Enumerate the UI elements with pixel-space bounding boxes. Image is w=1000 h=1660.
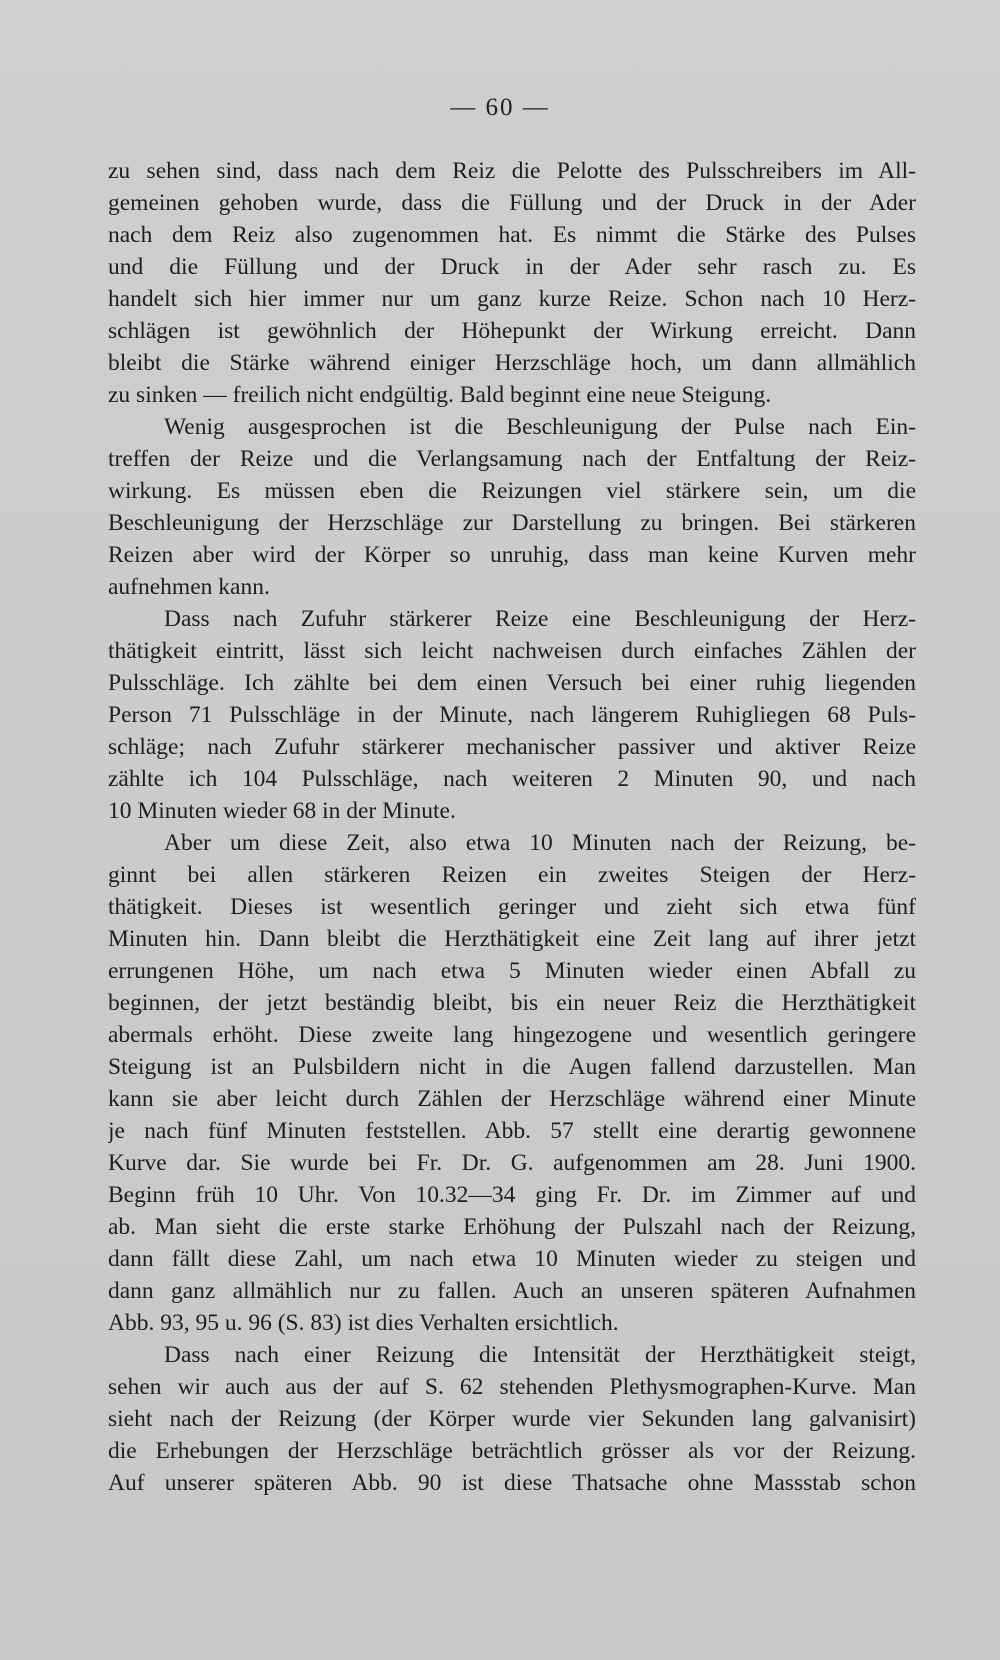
text-line: kann sie aber leicht durch Zählen der Herzschläge während einer Minute xyxy=(108,1086,916,1112)
text-line: Auf unserer späteren Abb. 90 ist diese Thatsache ohne Massstab schon xyxy=(108,1470,916,1496)
text-line: gemeinen gehoben wurde, dass die Füllung und der Druck in der Ader xyxy=(108,190,916,216)
text-line: Wenig ausgesprochen ist die Beschleunigung der Pulse nach Ein- xyxy=(164,414,916,440)
text-line: Dass nach Zufuhr stärkerer Reize eine Beschleunigung der Herz- xyxy=(164,606,916,632)
text-line: schlägen ist gewöhnlich der Höhepunkt der Wirkung erreicht. Dann xyxy=(108,318,916,344)
text-line: thätigkeit eintritt, lässt sich leicht nachweisen durch einfaches Zählen der xyxy=(108,638,916,664)
text-line: und die Füllung und der Druck in der Ader sehr rasch zu. Es xyxy=(108,254,916,280)
text-line: nach dem Reiz also zugenommen hat. Es nimmt die Stärke des Pulses xyxy=(108,222,916,248)
text-line: sieht nach der Reizung (der Körper wurde vier Sekunden lang galvanisirt) xyxy=(108,1406,916,1432)
text-line: die Erhebungen der Herzschläge beträchtlich grösser als vor der Reizung. xyxy=(108,1438,916,1464)
text-line: aufnehmen kann. xyxy=(108,574,270,600)
text-line: ab. Man sieht die erste starke Erhöhung der Pulszahl nach der Reizung, xyxy=(108,1214,916,1240)
text-line: beginnen, der jetzt beständig bleibt, bis ein neuer Reiz die Herzthätigkeit xyxy=(108,990,916,1016)
text-line: dann fällt diese Zahl, um nach etwa 10 Minuten wieder zu steigen und xyxy=(108,1246,916,1272)
text-line: Pulsschläge. Ich zählte bei dem einen Versuch bei einer ruhig liegenden xyxy=(108,670,916,696)
text-line: dann ganz allmählich nur zu fallen. Auch an unseren späteren Aufnahmen xyxy=(108,1278,916,1304)
text-line: Person 71 Pulsschläge in der Minute, nach längerem Ruhigliegen 68 Puls- xyxy=(108,702,916,728)
text-line: handelt sich hier immer nur um ganz kurze Reize. Schon nach 10 Herz- xyxy=(108,286,916,312)
text-line: 10 Minuten wieder 68 in der Minute. xyxy=(108,798,456,824)
text-line: wirkung. Es müssen eben die Reizungen viel stärkere sein, um die xyxy=(108,478,916,504)
text-line: Beginn früh 10 Uhr. Von 10.32—34 ging Fr. Dr. im Zimmer auf und xyxy=(108,1182,916,1208)
text-line: thätigkeit. Dieses ist wesentlich geringer und zieht sich etwa fünf xyxy=(108,894,916,920)
text-line: Steigung ist an Pulsbildern nicht in die Augen fallend darzustellen. Man xyxy=(108,1054,916,1080)
text-line: schläge; nach Zufuhr stärkerer mechanischer passiver und aktiver Reize xyxy=(108,734,916,760)
paragraph-2 xyxy=(108,411,916,603)
text-line: treffen der Reize und die Verlangsamung nach der Entfaltung der Reiz- xyxy=(108,446,916,472)
text-line: Aber um diese Zeit, also etwa 10 Minuten nach der Reizung, be- xyxy=(164,830,916,856)
text-line: sehen wir auch aus der auf S. 62 stehenden Plethysmographen-Kurve. Man xyxy=(108,1374,916,1400)
text-line: Beschleunigung der Herzschläge zur Darstellung zu bringen. Bei stärkeren xyxy=(108,510,916,536)
text-line: ginnt bei allen stärkeren Reizen ein zweites Steigen der Herz- xyxy=(108,862,916,888)
text-line: abermals erhöht. Diese zweite lang hingezogene und wesentlich geringere xyxy=(108,1022,916,1048)
text-line: bleibt die Stärke während einiger Herzschläge hoch, um dann allmählich xyxy=(108,350,916,376)
text-line: zu sehen sind, dass nach dem Reiz die Pelotte des Pulsschreibers im All- xyxy=(108,158,916,184)
paragraph-5 xyxy=(108,1339,916,1499)
paragraph-1 xyxy=(108,155,916,411)
text-line: errungenen Höhe, um nach etwa 5 Minuten wieder einen Abfall zu xyxy=(108,958,916,984)
text-line: zählte ich 104 Pulsschläge, nach weiteren 2 Minuten 90, und nach xyxy=(108,766,916,792)
text-line: Kurve dar. Sie wurde bei Fr. Dr. G. aufgenommen am 28. Juni 1900. xyxy=(108,1150,916,1176)
text-line: je nach fünf Minuten feststellen. Abb. 57 stellt eine derartig gewonnene xyxy=(108,1118,916,1144)
text-line: Reizen aber wird der Körper so unruhig, dass man keine Kurven mehr xyxy=(108,542,916,568)
paragraph-4 xyxy=(108,827,916,1339)
paragraph-3 xyxy=(108,603,916,827)
text-line: Dass nach einer Reizung die Intensität der Herzthätigkeit steigt, xyxy=(164,1342,916,1368)
page-number: — 60 — xyxy=(450,94,550,121)
body-text xyxy=(108,155,916,1499)
text-line: Minuten hin. Dann bleibt die Herzthätigkeit eine Zeit lang auf ihrer jetzt xyxy=(108,926,916,952)
text-line: zu sinken — freilich nicht endgültig. Bald beginnt eine neue Steigung. xyxy=(108,382,772,408)
text-line: Abb. 93, 95 u. 96 (S. 83) ist dies Verhalten ersichtlich. xyxy=(108,1310,619,1336)
